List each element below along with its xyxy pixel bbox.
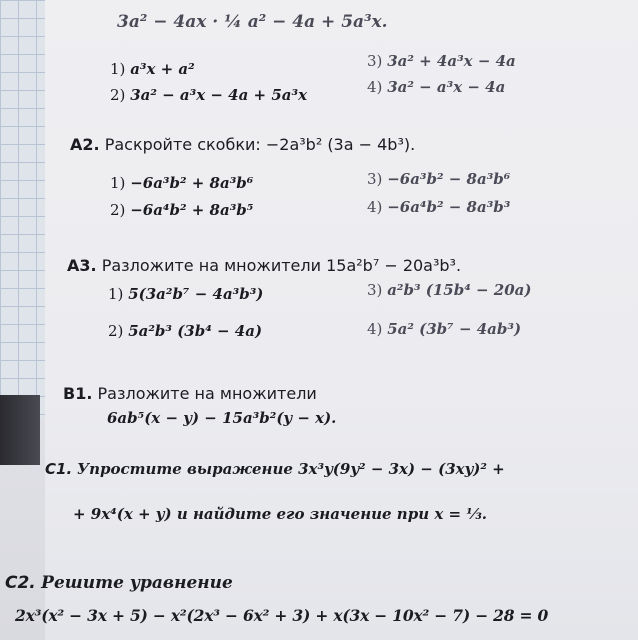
c1-question	[45, 460, 505, 478]
a3-option-2	[108, 322, 262, 340]
option-number: 2)	[110, 86, 126, 104]
a2-option-3	[367, 170, 510, 188]
problem-text: Разложите на множители	[97, 384, 317, 403]
option-text: 3a² − a³x − 4a + 5a³x	[130, 86, 308, 104]
a2-option-2	[110, 201, 253, 219]
a1-option-2	[110, 86, 307, 104]
a3-question	[67, 256, 461, 275]
dark-corner-shadow	[0, 395, 40, 465]
b1-expression: 6ab⁵(x − y) − 15a³b²(y − x).	[107, 409, 337, 427]
a1-option-3	[367, 52, 516, 70]
option-number: 2)	[110, 201, 126, 219]
a3-option-4	[367, 320, 521, 338]
option-number: 4)	[367, 78, 383, 96]
problem-text: Решите уравнение	[41, 573, 233, 593]
c1-line2: + 9x⁴(x + y) и найдите его значение при x = ⅓.	[73, 505, 488, 523]
problem-label: C2.	[5, 573, 36, 593]
a2-question	[70, 135, 415, 154]
option-text: 3a² + 4a³x − 4a	[387, 52, 516, 70]
option-text: −6a⁴b² + 8a³b⁵	[130, 201, 254, 219]
option-number: 1)	[110, 60, 126, 78]
c2-question	[5, 573, 233, 593]
a3-option-1	[108, 285, 263, 303]
option-text: −6a³b² + 8a³b⁶	[130, 174, 254, 192]
option-number: 4)	[367, 320, 383, 338]
option-text: 5(3a²b⁷ − 4a³b³)	[128, 285, 264, 303]
option-text: −6a⁴b² − 8a³b³	[387, 198, 511, 216]
option-number: 3)	[367, 52, 383, 70]
a1-option-1	[110, 60, 195, 78]
worksheet	[5, 0, 638, 640]
option-text: 3a² − a³x − 4a	[387, 78, 506, 96]
problem-text: Разложите на множители 15a²b⁷ − 20a³b³.	[101, 256, 462, 275]
a1-expression: 3a² − 4ax · ¼ a² − 4a + 5a³x.	[117, 12, 388, 32]
a2-option-1	[110, 174, 253, 192]
c2-equation: 2x³(x² − 3x + 5) − x²(2x³ − 6x² + 3) + x(3x − 10x² − 7) − 28 = 0	[15, 606, 549, 625]
problem-text: Упростите выражение 3x³y(9y² − 3x) − (3xy)² +	[76, 460, 505, 478]
problem-text: Раскройте скобки: −2a³b² (3a − 4b³).	[104, 135, 416, 154]
b1-question	[63, 384, 317, 403]
problem-label: A3.	[67, 256, 97, 275]
option-text: a³x + a²	[130, 60, 195, 78]
problem-label: C1.	[45, 460, 73, 478]
option-text: 5a²b³ (3b⁴ − 4a)	[128, 322, 263, 340]
option-text: −6a³b² − 8a³b⁶	[387, 170, 511, 188]
option-number: 3)	[367, 281, 383, 299]
problem-label: A2.	[70, 135, 100, 154]
option-number: 1)	[110, 174, 126, 192]
option-number: 4)	[367, 198, 383, 216]
a1-option-4	[367, 78, 505, 96]
option-number: 1)	[108, 285, 124, 303]
option-number: 3)	[367, 170, 383, 188]
option-number: 2)	[108, 322, 124, 340]
problem-label: B1.	[63, 384, 93, 403]
a2-option-4	[367, 198, 510, 216]
option-text: a²b³ (15b⁴ − 20a)	[387, 281, 532, 299]
option-text: 5a² (3b⁷ − 4ab³)	[387, 320, 522, 338]
a3-option-3	[367, 281, 532, 299]
